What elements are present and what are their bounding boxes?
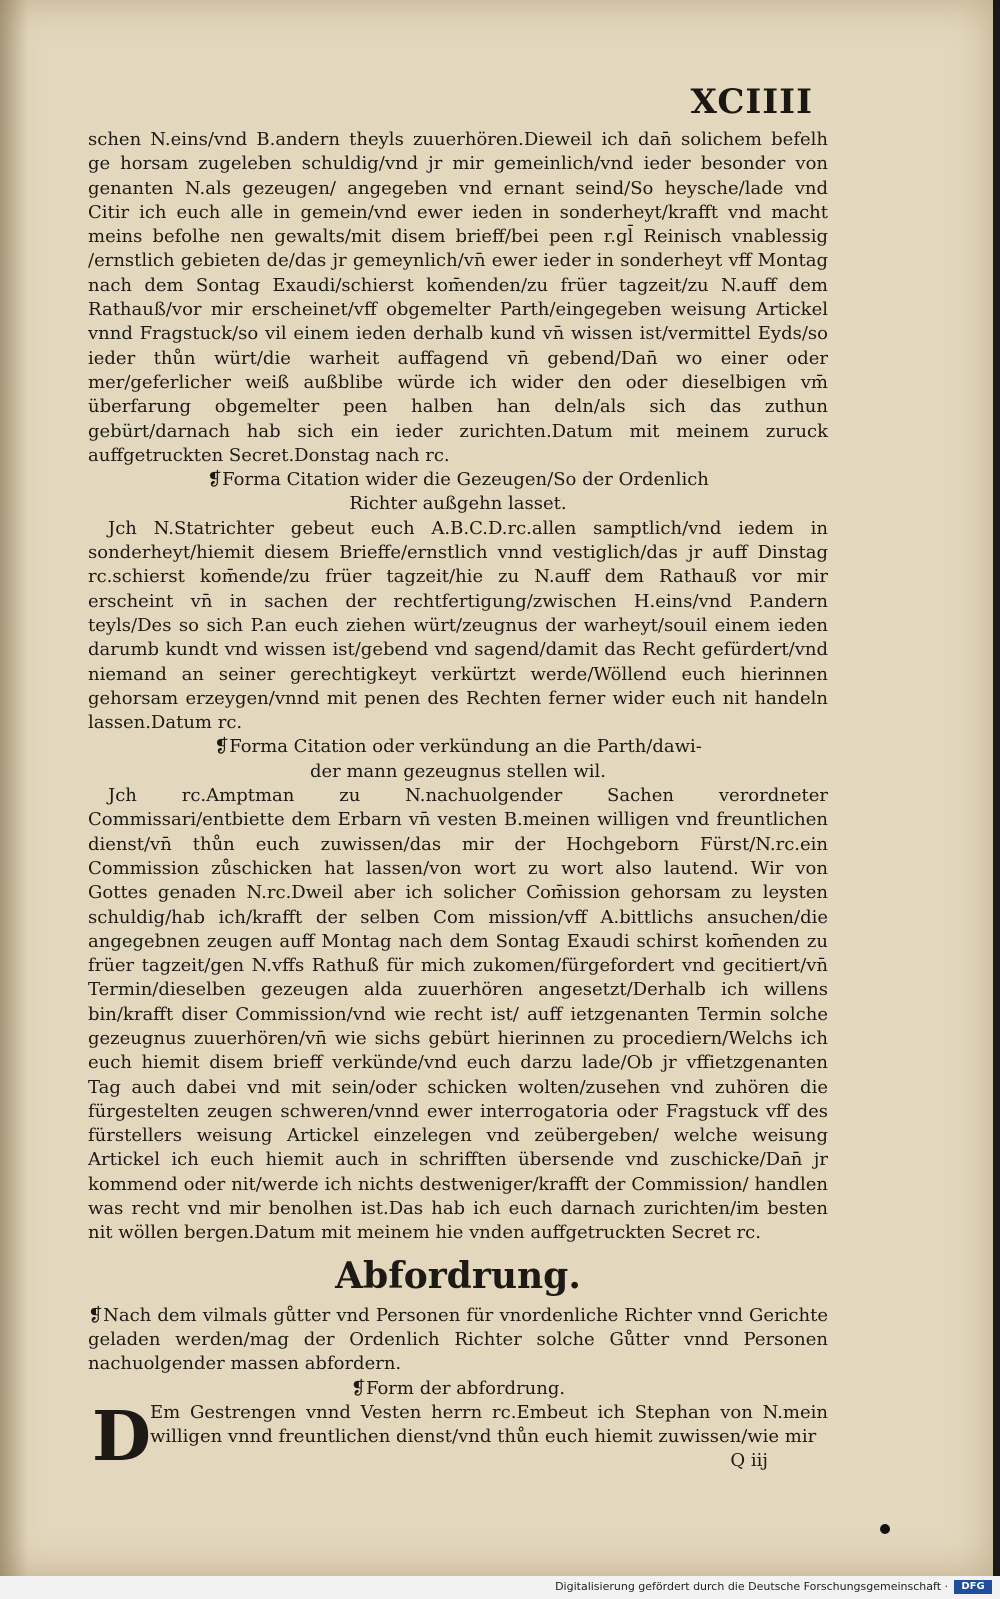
footer-bar: [0, 1576, 1000, 1599]
heading-citation-1-line-1: ❡Forma Citation wider die Gezeugen/So der Ordenlich: [207, 469, 709, 491]
heading-form: ❡Form der abfordrung.: [350, 1377, 566, 1399]
section-title: Abfordrung.: [335, 1254, 581, 1297]
heading-citation-1-line-2: Richter außgehn lasset.: [349, 493, 567, 515]
heading-citation-2-line-1: ❡Forma Citation oder verkündung an die Parth/dawi-: [214, 736, 702, 758]
paragraph-2: Jch N.Statrichter gebeut euch A.B.C.D.rc.allen samptlich/vnd iedem in sonderheyt/hiemit diesem Brieffe/ernstlich vnnd vestiglich/das jr auff Dinstag rc.schierst kom̄ende/zu früer tagzeit/hie zu N.auff dem Rathauß vor mir erscheint vn̄ in sachen der rechtfertigung/zwischen H.eins/vnd P.andern teyls/Des so sich P.an euch ziehen würt/zeugnus der warheyt/souil einem ieden darumb kundt vnd wissen ist/gebend vnd sagend/damit das Recht gefürdert/vnd niemand an seiner gerechtigkeyt verkürtzt werde/Wöllend euch hierinnen gehorsam erzeygen/vnnd mit penen des Rechten ferner wider euch nit handeln lassen.Datum rc.: [88, 517, 828, 734]
signature-mark: Q iij: [730, 1450, 768, 1472]
dfg-logo[interactable]: DFG: [954, 1580, 992, 1594]
paragraph-1: schen N.eins/vnd B.andern theyls zuuerhören.Dieweil ich dan̄ solichem befelh ge horsam zugeleben schuldig/vnd jr mir gemeinlich/vnd ieder besonder von genanten N.als gezeugen/ angegeben vnd ernant seind/So heysche/lade vnd Citir ich euch alle in gemein/vnd ewer ieden in sonderheyt/krafft vnd macht meins befolhe nen gewalts/mit disem brieff/bei peen r.gl̄ Reinisch vnablessig /ernstlich gebieten de/das jr gemeynlich/vn̄ ewer ieder in sonderheyt vff Montag nach dem Sontag Exaudi/schierst kom̄enden/zu früer tagzeit/zu N.auff dem Rathauß/vor mir erscheinet/vff obgemelter Parth/eingegeben weisung Artickel vnnd Fragstuck/so vil einem ieden derhalb kund vn̄ wissen ist/vermittel Eyds/so ieder thůn würt/die warheit auffagend vn̄ gebend/Dan̄ wo einer oder mer/geferlicher weiß außblibe würde ich wider den oder dieselbigen vm̄ überfarung obgemelter peen halben han deln/als sich das zuthun gebürt/darnach hab sich ein ieder zurichten.Datum mit meinem zuruck auffgetruckten Secret.Donstag nach rc.: [88, 129, 828, 466]
paragraph-3: Jch rc.Amptman zu N.nachuolgender Sachen verordneter Commissari/entbiette dem Erbarn vn̄ vesten B.meinen willigen vnd freuntlichen dienst/vn̄ thůn euch zuwissen/das mir der Hochgeborn Fürst/N.rc.ein Commission zůschicken hat lassen/von wort zu wort also lautend. Wir von Gottes genaden N.rc.Dweil aber ich solicher Com̄ission gehorsam zu leysten schuldig/hab ich/krafft der selben Com mission/vff A.bittlichs ansuchen/die angegebnen zeugen auff Montag nach dem Sontag Exaudi schirst kom̄enden zu früer tagzeit/gen N.vffs Rathuß für mich zukomen/fürgefordert vnd gecitiert/vn̄ Termin/dieselben gezeugen alda zuuerhören angesetzt/Derhalb ich willens bin/krafft diser Commission/vnd wie recht ist/ auff ietzgenanten Termin solche gezeugnus zuuerhören/vn̄ wie sichs gebürt hierinnen zu procediern/Welchs ich euch hiemit disem brieff verkünde/vnd euch darzu lade/Ob jr vffietzgenanten Tag auch dabei vnd mit sein/oder schicken wolten/zusehen vnd zuhören die fürgestelten zeugen schweren/vnnd ewer interrogatoria oder Fragstuck vff des fürstellers weisung Artickel einzelegen vnd zeübergeben/ welche weisung Artickel ich euch hiemit auch in schrifften übersende vnd zuschicke/Dan̄ jr kommend oder nit/werde ich nichts destweniger/krafft der Commission/ handlen was recht vnd mir benolhen ist.Das hab ich euch darnach zurichten/im besten nit wöllen bergen.Datum mit meinem hie vnden auffgetruckten Secret rc.: [88, 785, 828, 1244]
paragraph-4: ❡Nach dem vilmals gůtter vnd Personen für vnordenliche Richter vnnd Gerichte geladen werden/mag der Ordenlich Richter solche Gůtter vnnd Personen nachuolgender massen abfordern.: [88, 1304, 828, 1375]
decorated-initial: D: [92, 1396, 151, 1477]
page-text: [88, 128, 828, 1477]
footer-credit: Digitalisierung gefördert durch die Deutsche Forschungsgemeinschaft ·: [555, 1580, 948, 1593]
paragraph-5: Em Gestrengen vnnd Vesten herrn rc.Embeut ich Stephan von N.mein willigen vnnd freuntlichen dienst/vnd thůn euch hiemit zuwissen/wie mir: [150, 1401, 828, 1448]
ink-dot: [880, 1524, 890, 1534]
heading-citation-2-line-2: der mann gezeugnus stellen wil.: [309, 760, 607, 782]
folio-number: XCIIII: [690, 82, 813, 122]
